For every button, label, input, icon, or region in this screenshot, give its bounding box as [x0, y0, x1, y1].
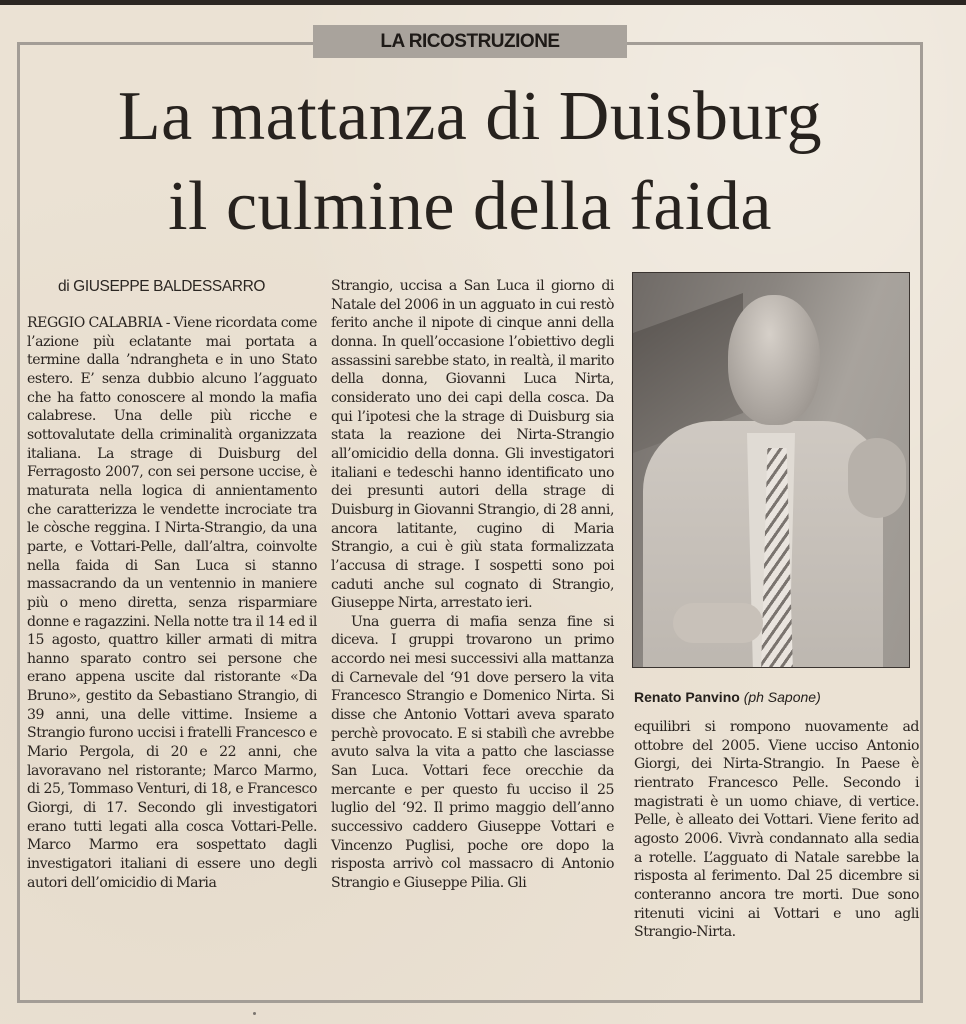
caption-credit: (ph Sapone)	[743, 689, 821, 705]
section-tag	[313, 25, 627, 58]
top-rule	[0, 0, 966, 5]
photo-caption	[634, 689, 821, 705]
portrait-photo	[632, 272, 910, 668]
print-speck	[253, 1012, 256, 1015]
article-column-3	[634, 718, 919, 942]
headline-line-2: il culmine della faida	[168, 168, 772, 245]
article-column-2	[331, 277, 614, 893]
paragraph: Una guerra di mafia senza fine si diceva. I gruppi trovarono un primo accordo nei mesi successivi alla mattanza di Carnevale del ‘91 dove persero la vita Francesco Strangio e Domenico Nirta. Si disse che Antonio Vottari aveva sparato perchè provocato. E si stabilì che avrebbe avuto salva la vita a patto che lasciasse San Luca. Vottari fece orecchie da mercante e per questo fu ucciso il 25 luglio del ‘92. Il primo maggio dell’anno successivo caddero Giuseppe Vottari e Vincenzo Puglisi, poche ore dopo la risposta arrivò col massacro di Antonio Strangio e Giuseppe Pilia. Gli	[331, 613, 614, 891]
caption-name: Renato Panvino	[634, 689, 740, 705]
photo-head	[728, 295, 820, 425]
byline: di GIUSEPPE BALDESSARRO	[58, 278, 266, 295]
headline-line-1: La mattanza di Duisburg	[117, 78, 823, 155]
section-tag-label: LA RICOSTRUZIONE	[380, 30, 560, 52]
headline	[20, 72, 920, 252]
paragraph: REGGIO CALABRIA - Viene ricordata come l’azione più eclatante mai portata a termine dalla ’ndrangheta e in uno Stato estero. E’ senza dubbio alcuno l’agguato che ha fatto conoscere al mondo la mafia calabrese. Una delle più ricche e sottovalutate della criminalità organizzata italiana. La strage di Duisburg del Ferragosto 2007, con sei persone uccise, è maturata nella logica di annientamento che caratterizza le vendette incrociate tra le còsche reggina. I Nirta-Strangio, da una parte, e Vottari-Pelle, dall’altra, coinvolte nella faida di San Luca si stanno massacrando da un ventennio in maniere più o meno diretta, senza risparmiare donne e ragazzini. Nella notte tra il 14 ed il 15 agosto, quattro killer armati di mitra hanno sparato contro sei persone che erano appena uscite dal ristorante «Da Bruno», gestito da Sebastiano Strangio, di 39 anni, una delle vittime. Insieme a Strangio furono uccisi i fratelli Francesco e Mario Pergola, di 20 e 22 anni, che lavoravano nel ristorante; Marco Marmo, di 25, Tommaso Venturi, di 18, e Francesco Giorgi, di 17. Secondo gli investigatori erano tutti legati alla cosca Vottari-Pelle. Marco Marmo era sospettato dagli investigatori italiani di essere uno degli autori dell’omicidio di Maria	[27, 315, 317, 891]
article-column-1	[27, 314, 317, 892]
paragraph: equilibri si rompono nuovamente ad ottobre del 2005. Viene ucciso Antonio Giorgi, dei Nirta-Strangio. In Paese è rientrato Francesco Pelle. Secondo i magistrati è un uomo chiave, di vertice. Pelle, è alleato dei Vottari. Viene ferito ad agosto 2006. Vivrà condannato alla sedia a rotelle. L’agguato di Natale sarebbe la risposta al ferimento. Dal 25 dicembre si conteranno ancora tre morti. Due sono ritenuti vicini ai Vottari e uno agli Strangio-Nirta.	[634, 719, 919, 941]
paragraph: Strangio, uccisa a San Luca il giorno di Natale del 2006 in un agguato in cui restò ferito anche il nipote di cinque anni della donna. In quell’occasione l’obiettivo degli assassini sarebbe stato, in realtà, il marito della donna, Giovanni Luca Nirta, considerato uno dei capi della cosca. Da qui l’ipotesi che la strage di Duisburg sia stata la reazione dei Nirta-Strangio all’omicidio della donna. Gli investigatori italiani e tedeschi hanno identificato uno dei presunti autori della strage di Duisburg in Giovanni Strangio, di 28 anni, ancora latitante, cugino di Maria Strangio, a cui è giù stata formalizzata l’accusa di strage. I sospetti sono poi caduti anche sul cognato di Strangio, Giuseppe Nirta, arrestato ieri.	[331, 278, 614, 612]
